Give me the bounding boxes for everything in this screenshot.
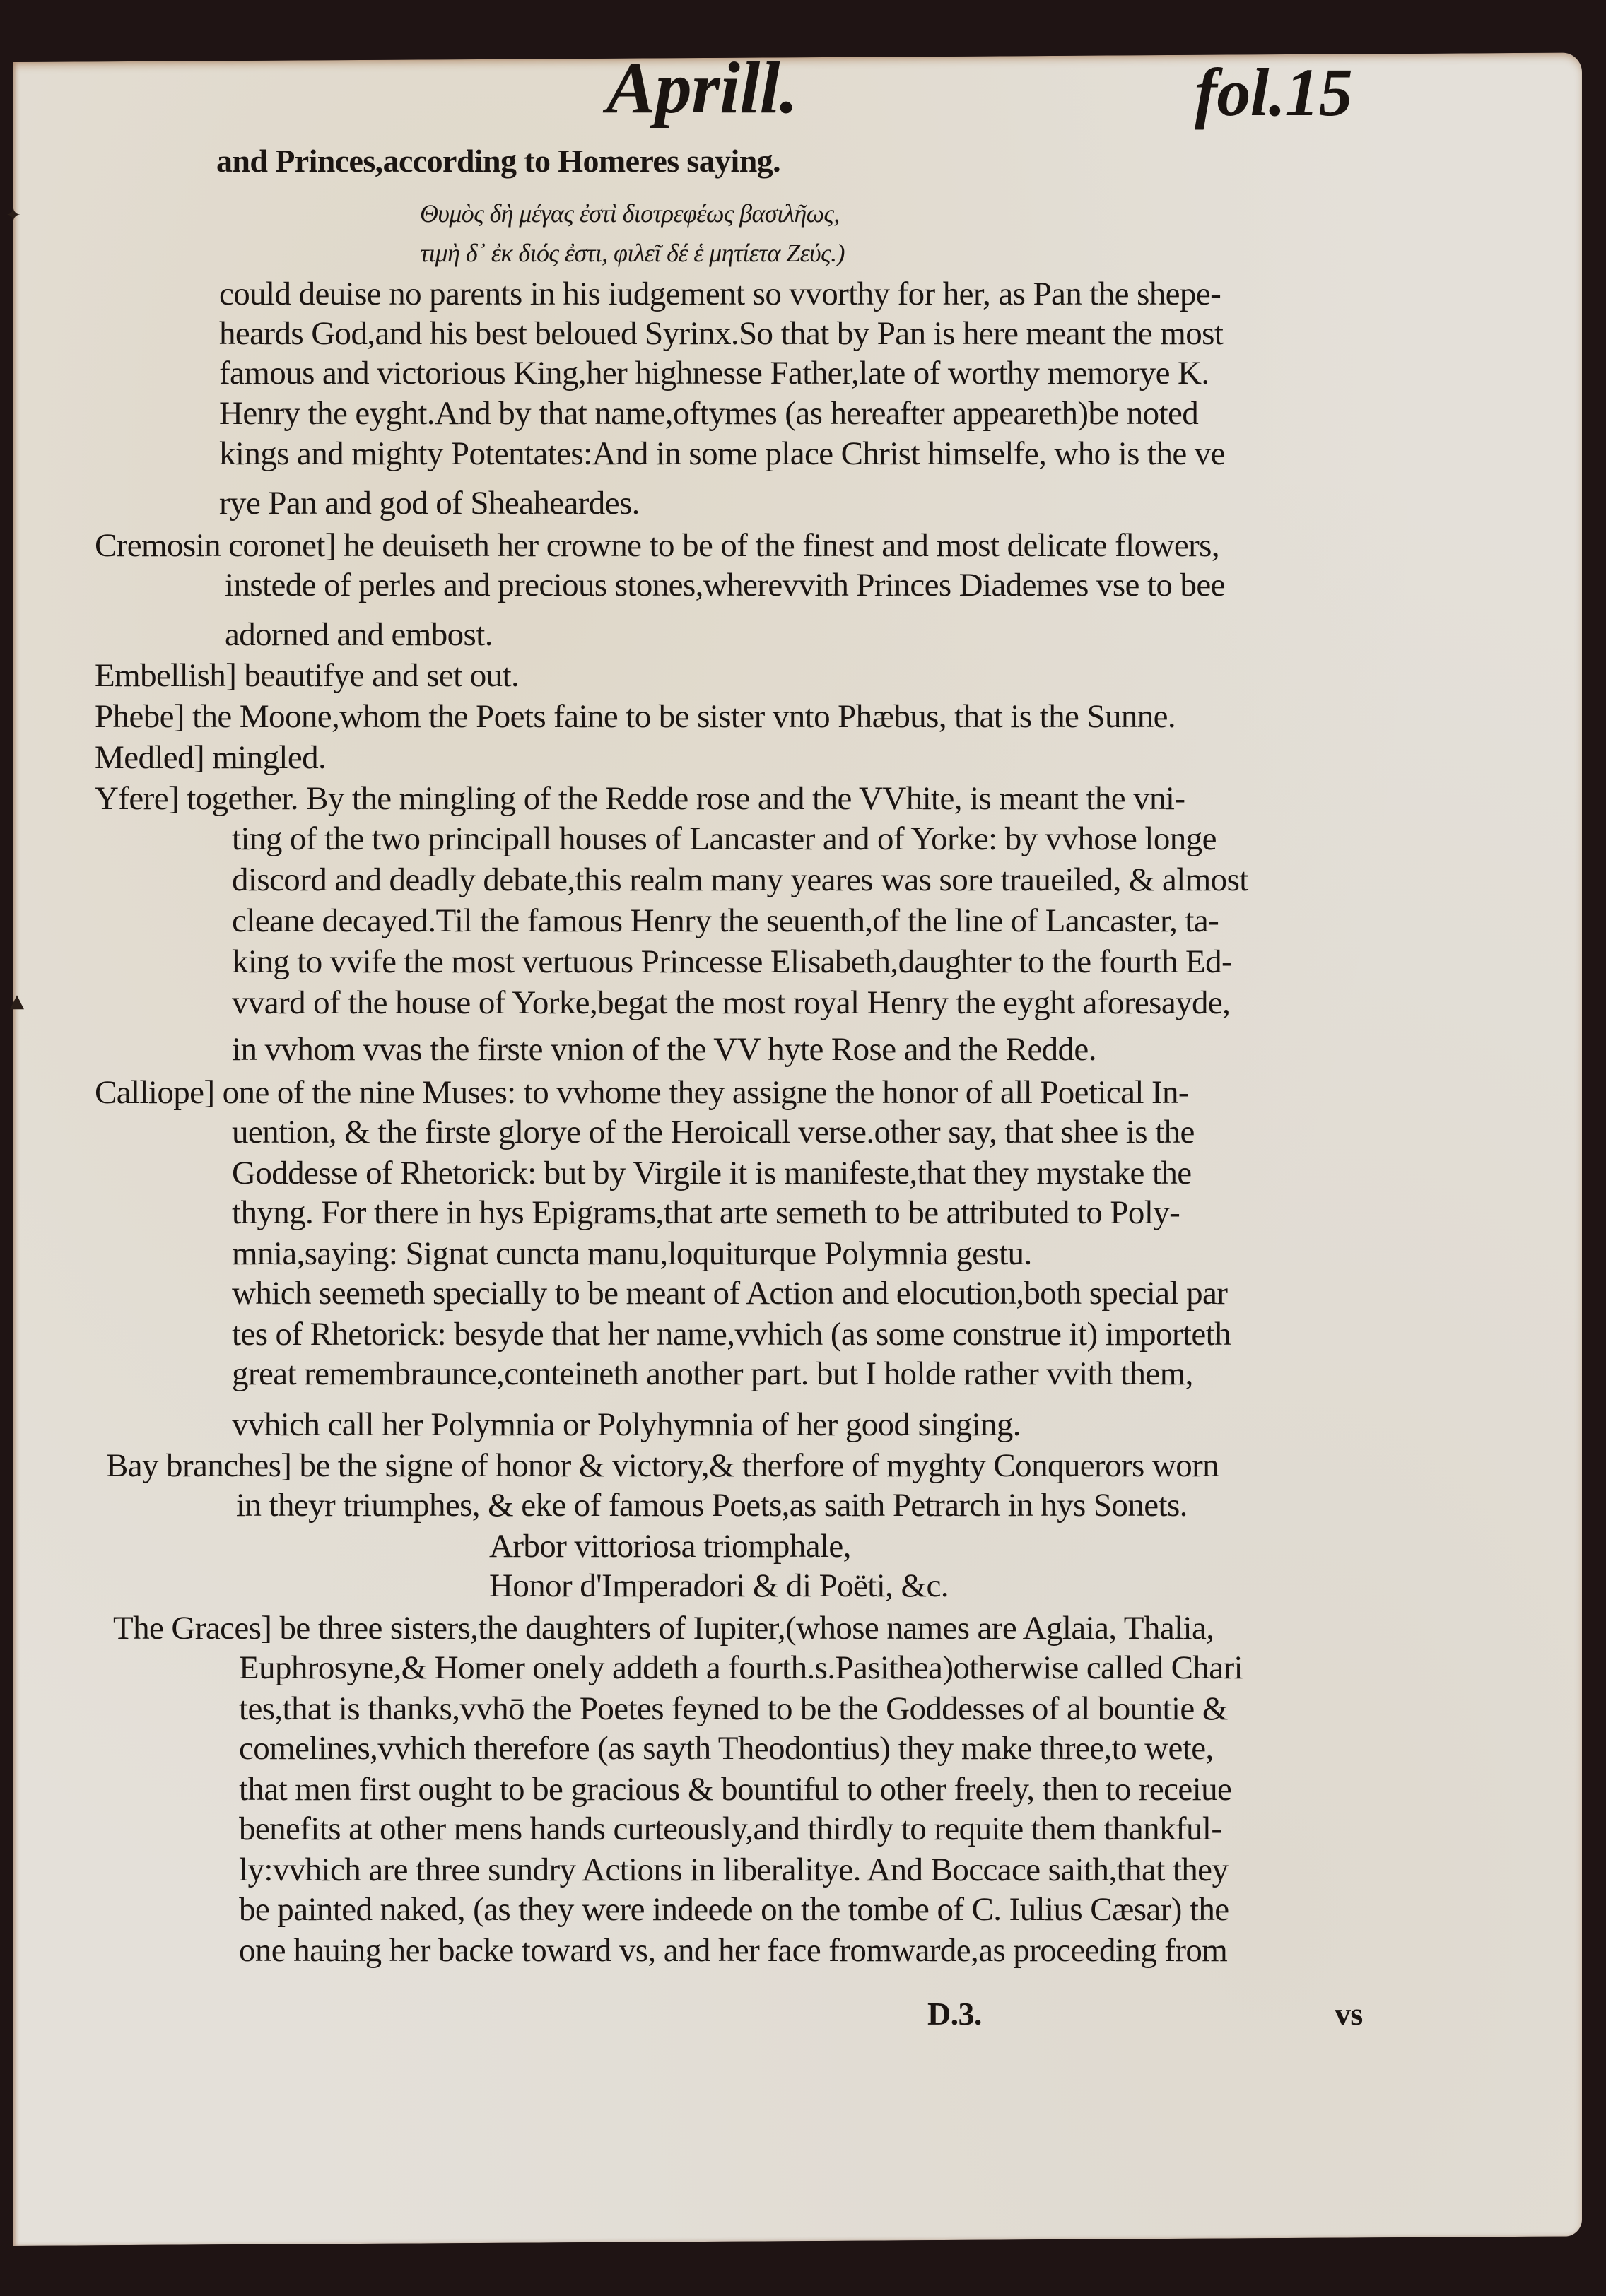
margin-pin-mark: ✦ [6, 205, 21, 226]
body-line: uention, & the firste glorye of the Heroicall verse.other say, that shee is the [232, 1114, 1195, 1150]
gloss-entry-yfere [95, 779, 1185, 818]
body-line: tes of Rhetorick: besyde that her name,vvhich (as some construe it) importeth [232, 1316, 1231, 1353]
signature-mark: D.3. [927, 1996, 982, 2032]
body-line: be painted naked, (as they were indeede on the tombe of C. Iulius Cæsar) the [239, 1891, 1229, 1928]
body-line: that men first ought to be gracious & bountiful to other freely, then to receiue [239, 1771, 1232, 1808]
verse-line: Honor d'Imperadori & di Poëti, &c. [489, 1567, 949, 1604]
continuation-line: and Princes,according to Homeres saying. [216, 143, 780, 179]
gloss-entry-cremosin-coronet [95, 526, 1219, 565]
verse-line: Arbor vittoriosa triomphale, [489, 1528, 851, 1565]
body-line: cleane decayed.Til the famous Henry the seuenth,of the line of Lancaster, ta- [232, 902, 1219, 939]
gloss-text: together. By the mingling of the Redde rose and the VVhite, is meant the vni- [187, 780, 1185, 817]
body-line: kings and mighty Potentates:And in some place Christ himselfe, who is the ve [219, 435, 1225, 472]
greek-quote-line: τιμὴ δ᾽ ἐκ διός ἐστι, φιλεῖ δέ ἑ μητίετα Ζεύς.) [420, 239, 845, 267]
body-line: adorned and embost. [225, 616, 493, 653]
gloss-lemma: Phebe] [95, 698, 184, 735]
gloss-entry-bay-branches [106, 1446, 1219, 1485]
body-line: great remembraunce,conteineth another part. but I holde rather vvith them, [232, 1355, 1193, 1392]
body-line: Henry the eyght.And by that name,oftymes (as hereafter appeareth)be noted [219, 395, 1199, 432]
body-line: ting of the two principall houses of Lancaster and of Yorke: by vvhose longe [232, 820, 1217, 857]
body-line: ly:vvhich are three sundry Actions in liberalitye. And Boccace saith,that they [239, 1851, 1229, 1888]
body-line: instede of perles and precious stones,wherevvith Princes Diademes vse to bee [225, 567, 1225, 604]
gloss-text: be three sisters,the daughters of Iupiter,(whose names are Aglaia, Thalia, [279, 1610, 1214, 1647]
gloss-text: mingled. [212, 739, 327, 776]
catchword: vs [1335, 1996, 1363, 2032]
gloss-lemma: Bay branches] [106, 1447, 292, 1484]
body-line: in theyr triumphes, & eke of famous Poets,as saith Petrarch in hys Sonets. [236, 1487, 1188, 1524]
gloss-text: beautifye and set out. [244, 657, 520, 694]
gloss-lemma: Yfere] [95, 780, 180, 817]
gloss-lemma: Embellish] [95, 657, 237, 694]
margin-pin-mark: ▲ [10, 991, 24, 1012]
gloss-lemma: Medled] [95, 739, 205, 776]
gloss-lemma: Calliope] [95, 1074, 215, 1111]
gloss-text: one of the nine Muses: to vvhome they assigne the honor of all Poetical In- [222, 1074, 1189, 1111]
gloss-text: be the signe of honor & victory,& therfore of myghty Conquerors worn [299, 1447, 1219, 1484]
body-line: rye Pan and god of Sheaheardes. [219, 485, 640, 522]
body-line: vvhich call her Polymnia or Polyhymnia of her good singing. [232, 1406, 1021, 1443]
body-line: in vvhom vvas the firste vnion of the VV hyte Rose and the Redde. [232, 1031, 1096, 1068]
folio-number: fol.15 [1195, 54, 1353, 130]
body-line: Goddesse of Rhetorick: but by Virgile it is manifeste,that they mystake the [232, 1155, 1192, 1191]
gloss-entry-calliope [95, 1073, 1189, 1112]
body-line: Euphrosyne,& Homer onely addeth a fourth.s.Pasithea)otherwise called Chari [239, 1649, 1243, 1686]
body-line: mnia,saying: Signat cuncta manu,loquiturque Polymnia gestu. [232, 1235, 1032, 1272]
gloss-lemma: Cremosin coronet] [95, 527, 336, 564]
gloss-entry-embellish [95, 656, 519, 695]
gloss-entry-phebe [95, 697, 1176, 736]
body-line: which seemeth specially to be meant of Action and elocution,both special par [232, 1275, 1228, 1312]
body-line: heards God,and his best beloued Syrinx.So that by Pan is here meant the most [219, 315, 1224, 352]
body-line: discord and deadly debate,this realm many yeares was sore traueiled, & almost [232, 861, 1248, 898]
gloss-text: he deuiseth her crowne to be of the finest and most delicate flowers, [344, 527, 1219, 564]
body-line: thyng. For there in hys Epigrams,that arte semeth to be attributed to Poly- [232, 1194, 1180, 1231]
body-line: comelines,vvhich therefore (as sayth Theodontius) they make three,to wete, [239, 1730, 1214, 1767]
greek-quote-line: Θυμὸς δὴ μέγας ἐστὶ διοτρεφέως βασιλῆως, [420, 199, 840, 228]
gloss-entry-the-graces [113, 1608, 1214, 1648]
body-line: one hauing her backe toward vs, and her face fromwarde,as proceeding from [239, 1932, 1228, 1969]
body-line: tes,that is thanks,vvhō the Poetes feyned to be the Goddesses of al bountie & [239, 1690, 1228, 1727]
gloss-entry-medled [95, 738, 326, 777]
body-line: vvard of the house of Yorke,begat the most royal Henry the eyght aforesayde, [232, 984, 1231, 1021]
gloss-lemma: The Graces] [113, 1610, 272, 1647]
body-line: benefits at other mens hands curteously,and thirdly to requite them thankful- [239, 1811, 1222, 1847]
gloss-text: the Moone,whom the Poets faine to be sister vnto Phæbus, that is the Sunne. [192, 698, 1176, 735]
running-title: Aprill. [606, 47, 798, 129]
body-line: famous and victorious King,her highnesse Father,late of worthy memorye K. [219, 355, 1209, 392]
body-line: could deuise no parents in his iudgement so vvorthy for her, as Pan the shepe- [219, 276, 1221, 312]
body-line: king to vvife the most vertuous Princesse Elisabeth,daughter to the fourth Ed- [232, 943, 1233, 980]
